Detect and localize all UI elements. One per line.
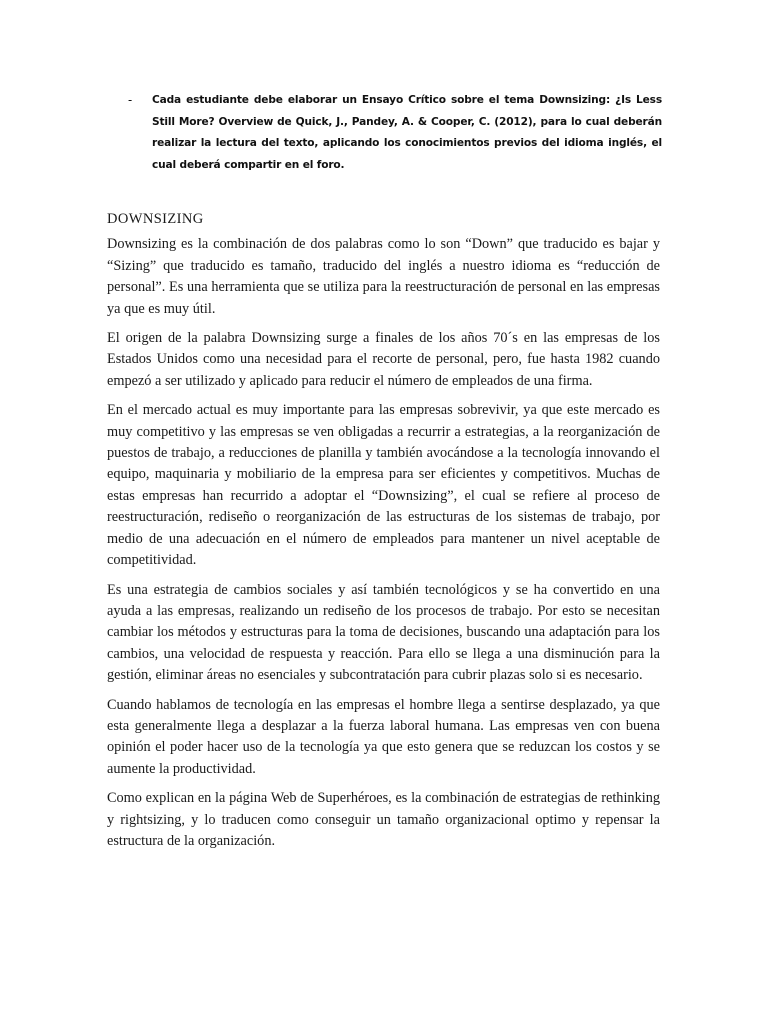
paragraph-strategy: Es una estrategia de cambios sociales y así también tecnológicos y se ha convertido en una ayuda a las empresas, realizando un rediseño de los procesos de trabajo. Por esto se necesitan cambiar los métodos y estructuras para la toma de decisiones, buscando una adaptación para los cambios, una velocidad de respuesta y reacción. Para ello se llega a una disminución para la gestión, eliminar áreas no esenciales y subcontratación para cubrir plazas solo si es necesario.	[107, 581, 660, 684]
document-body	[107, 209, 660, 860]
paragraph-superheroes: Como explican en la página Web de Superhéroes, es la combinación de estrategias de rethinking y rightsizing, y lo traducen como conseguir un tamaño organizacional optimo y repensar la estructura de la organización.	[107, 790, 660, 849]
instruction-text: Cada estudiante debe elaborar un Ensayo Crítico sobre el tema Downsizing: ¿Is Less Still More? Overview de Quick, J., Pandey, A. & Cooper, C. (2012), para lo cual deberán realizar la lectura del texto, aplicando los conocimientos previos del idioma inglés, el cual deberá compartir en el foro.	[152, 94, 662, 171]
section-heading: DOWNSIZING	[107, 211, 204, 227]
paragraph-definition: Downsizing es la combinación de dos palabras como lo son “Down” que traducido es bajar y “Sizing” que traducido es tamaño, traducido del inglés a nuestro idioma es “reducción de personal”. Es una herramienta que se utiliza para la reestructuración de personal en las empresas ya que es muy útil.	[107, 236, 660, 317]
bullet-dash: -	[128, 93, 133, 107]
paragraph-technology: Cuando hablamos de tecnología en las empresas el hombre llega a sentirse desplazado, ya que esta generalmente llega a desplazar a la fuerza laboral humana. Las empresas ven con buena opinión el poder hacer uso de la tecnología ya que esto genera que se reduzcan los costos y se aumente la productividad.	[107, 696, 660, 777]
paragraph-current-market: En el mercado actual es muy importante para las empresas sobrevivir, ya que este mercado es muy competitivo y las empresas se ven obligadas a recurrir a estrategias, a la reorganización de puestos de trabajo, a reducciones de planilla y también avocándose a la tecnología innovando el equipo, maquinaria y mobiliario de la empresa para ser eficientes y competitivos. Muchas de estas empresas han recurrido a adoptar el “Downsizing”, el cual se refiere al proceso de reestructuración, rediseño o reorganización de las estructuras de los sistemas de trabajo, por medio de una adecuación en el número de empleados para mantener un nivel aceptable de competitividad.	[107, 402, 660, 569]
paragraph-origin: El origen de la palabra Downsizing surge a finales de los años 70´s en las empresas de los Estados Unidos como una necesidad para el recorte de personal, pero, fue hasta 1982 cuando empezó a ser utilizado y aplicado para reducir el número de empleados de una firma.	[107, 330, 660, 389]
